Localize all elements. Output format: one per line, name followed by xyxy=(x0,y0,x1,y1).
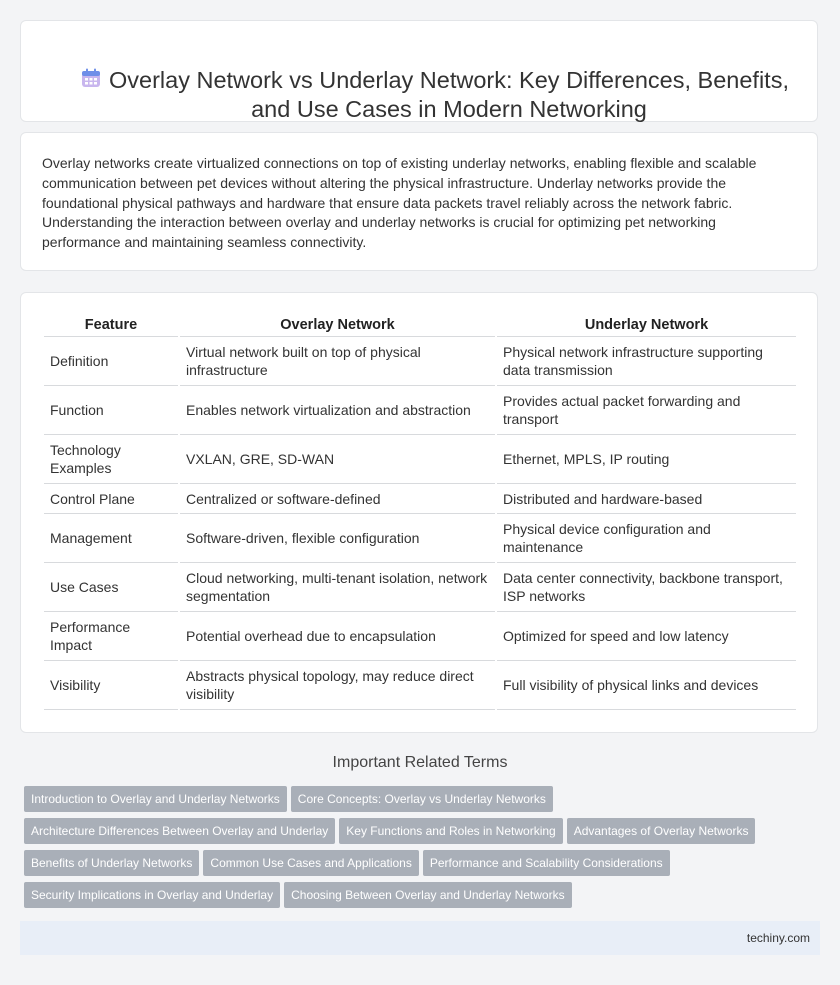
table-row xyxy=(44,611,796,660)
related-term-tag[interactable]: Key Functions and Roles in Networking xyxy=(339,818,562,844)
comparison-card xyxy=(20,292,818,733)
page-title: Overlay Network vs Underlay Network: Key Differences, Benefits, and Use Cases in Modern Networking xyxy=(108,67,789,122)
tag-row xyxy=(24,818,814,844)
tag-row xyxy=(24,850,814,876)
related-term-tag[interactable]: Benefits of Underlay Networks xyxy=(24,850,199,876)
underlay-cell: Optimized for speed and low latency xyxy=(497,611,796,660)
comparison-table xyxy=(42,314,798,710)
table-row xyxy=(44,336,796,385)
overlay-cell: Enables network virtualization and abstraction xyxy=(180,385,495,434)
related-term-tag[interactable]: Advantages of Overlay Networks xyxy=(567,818,756,844)
calendar-icon xyxy=(80,67,102,89)
feature-cell: Performance Impact xyxy=(44,611,178,660)
table-row xyxy=(44,660,796,710)
table-row xyxy=(44,385,796,434)
feature-cell: Management xyxy=(44,513,178,562)
underlay-cell: Full visibility of physical links and devices xyxy=(497,660,796,710)
underlay-cell: Ethernet, MPLS, IP routing xyxy=(497,434,796,483)
overlay-cell: VXLAN, GRE, SD-WAN xyxy=(180,434,495,483)
table-header-row xyxy=(44,314,796,336)
related-term-tag[interactable]: Security Implications in Overlay and Underlay xyxy=(24,882,280,908)
related-term-tag[interactable]: Architecture Differences Between Overlay and Underlay xyxy=(24,818,335,844)
table-row xyxy=(44,483,796,513)
tag-row xyxy=(24,786,814,812)
related-term-tag[interactable]: Choosing Between Overlay and Underlay Networks xyxy=(284,882,571,908)
feature-cell: Definition xyxy=(44,336,178,385)
underlay-cell: Provides actual packet forwarding and transport xyxy=(497,385,796,434)
overlay-cell: Abstracts physical topology, may reduce direct visibility xyxy=(180,660,495,710)
header-feature: Feature xyxy=(84,317,138,333)
feature-cell: Use Cases xyxy=(44,562,178,611)
tag-row xyxy=(24,882,814,908)
underlay-cell: Physical network infrastructure supporting data transmission xyxy=(497,336,796,385)
feature-cell: Visibility xyxy=(44,660,178,710)
title-card xyxy=(20,20,818,122)
related-term-tag[interactable]: Core Concepts: Overlay vs Underlay Networks xyxy=(291,786,553,812)
related-terms-heading: Important Related Terms xyxy=(332,754,508,771)
overlay-cell: Potential overhead due to encapsulation xyxy=(180,611,495,660)
footer xyxy=(20,921,820,955)
underlay-cell: Physical device configuration and maintenance xyxy=(497,513,796,562)
related-term-tag[interactable]: Performance and Scalability Considerations xyxy=(423,850,670,876)
overlay-cell: Cloud networking, multi-tenant isolation, network segmentation xyxy=(180,562,495,611)
overlay-cell: Virtual network built on top of physical infrastructure xyxy=(180,336,495,385)
overlay-cell: Software-driven, flexible configuration xyxy=(180,513,495,562)
table-row xyxy=(44,513,796,562)
related-terms-list xyxy=(24,786,814,914)
table-row xyxy=(44,562,796,611)
feature-cell: Technology Examples xyxy=(44,434,178,483)
overlay-cell: Centralized or software-defined xyxy=(180,483,495,513)
intro-paragraph: Overlay networks create virtualized connections on top of existing underlay networks, enabling flexible and scalable communication between pet devices without altering the physical infrastructure. Underlay networks provide the foundational physical pathways and hardware that ensure data packets travel reliably across the network fabric. Understanding the interaction between overlay and underlay networks is crucial for optimizing pet networking performance and maintaining seamless connectivity. xyxy=(42,155,757,251)
table-row xyxy=(44,434,796,483)
feature-cell: Function xyxy=(44,385,178,434)
feature-cell: Control Plane xyxy=(44,483,178,513)
related-term-tag[interactable]: Common Use Cases and Applications xyxy=(203,850,418,876)
site-domain[interactable]: techiny.com xyxy=(746,931,810,945)
underlay-cell: Distributed and hardware-based xyxy=(497,483,796,513)
header-overlay: Overlay Network xyxy=(280,317,395,333)
underlay-cell: Data center connectivity, backbone transport, ISP networks xyxy=(497,562,796,611)
intro-card xyxy=(20,132,818,271)
related-term-tag[interactable]: Introduction to Overlay and Underlay Networks xyxy=(24,786,287,812)
header-underlay: Underlay Network xyxy=(584,317,709,333)
